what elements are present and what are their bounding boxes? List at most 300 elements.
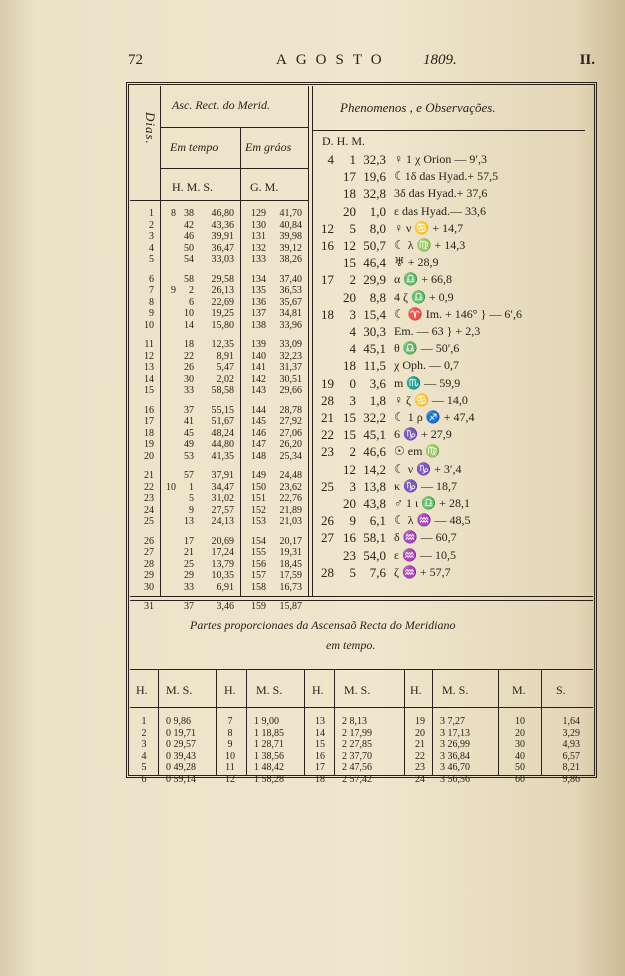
proportional-cell: 10 xyxy=(515,716,525,727)
second-cell: 46,80 xyxy=(211,208,234,219)
proportional-cell: 2 47,56 xyxy=(342,762,372,773)
degree-cell: 157 xyxy=(251,570,266,581)
proportional-cell: 15 xyxy=(315,739,325,750)
phenomenon-text: ☾1δ das Hyad.+ 57,5 xyxy=(394,169,499,184)
day-cell: 20 xyxy=(144,450,154,462)
degree-minute-cell: 34,81 xyxy=(279,308,302,319)
day-cell: 18 xyxy=(144,427,154,439)
page-number: 72 xyxy=(128,52,143,68)
second-cell: 22,69 xyxy=(211,296,234,308)
degree-minute-cell: 30,51 xyxy=(279,373,302,385)
minute-cell: 42 xyxy=(184,219,194,231)
day-cell: 22 xyxy=(144,481,154,493)
proportional-cell: 5 xyxy=(141,762,147,773)
day-cell: 8 xyxy=(149,296,154,308)
proportional-header-cell: M. S. xyxy=(442,683,469,697)
year: 1809. xyxy=(423,52,457,68)
second-cell: 39,91 xyxy=(211,231,234,242)
hms-header: H. M. S. xyxy=(172,180,214,194)
hour-cell: 8 xyxy=(171,208,176,219)
proportional-cell: 1 58,28 xyxy=(254,773,284,785)
phenomenon-time: 46,4 xyxy=(363,255,386,271)
phenomenon-time: 0 xyxy=(349,375,356,391)
day-cell: 30 xyxy=(144,581,154,593)
minutes-seconds-column xyxy=(342,716,392,785)
hour-cell xyxy=(164,308,176,320)
minutes-seconds-column xyxy=(440,716,490,785)
asc-rect-title: Asc. Rect. do Merid. xyxy=(172,98,270,112)
em-tempo-header: Em tempo xyxy=(170,140,219,154)
phenomenon-text: m ♏ — 59,9 xyxy=(394,375,461,390)
hour-cell: 9 xyxy=(171,285,176,296)
day-cell: 24 xyxy=(144,504,154,516)
hour-cell xyxy=(164,451,176,463)
day-cell: 10 xyxy=(144,319,154,331)
phenomenon-time: 1 xyxy=(349,152,356,167)
phenomenon-time: 3,6 xyxy=(369,375,386,391)
proportional-cell: 23 xyxy=(415,762,425,773)
phenomenon-time: 26 xyxy=(321,513,334,529)
minute-cell: 18 xyxy=(184,339,194,350)
minute-cell: 2 xyxy=(189,285,194,296)
phenomena-title: Phenomenos , e Observações. xyxy=(340,100,496,115)
em-graos-header: Em gráos xyxy=(245,140,292,154)
proportional-cell: 2 8,13 xyxy=(342,716,367,727)
minute-cell: 45 xyxy=(184,427,194,439)
second-cell: 31,02 xyxy=(211,493,234,504)
phenomenon-time: 28 xyxy=(321,392,334,408)
phenomenon-time: 29,9 xyxy=(363,272,386,288)
proportional-cell: 22 xyxy=(415,750,425,762)
hour-cell xyxy=(164,559,176,571)
degree-minute-cell: 27,92 xyxy=(279,416,302,427)
degree-cell: 147 xyxy=(251,439,266,450)
day-cell: 3 xyxy=(149,231,154,242)
degree-minute-cell: 39,12 xyxy=(279,242,302,254)
hour-cell xyxy=(164,547,176,559)
proportional-cell: 0 39,43 xyxy=(166,750,196,762)
second-cell: 5,47 xyxy=(216,362,234,373)
day-cell: 1 xyxy=(149,208,154,219)
proportional-title-line1: Partes proporcionaes da Ascensaõ Recta do Meridiano xyxy=(190,618,456,632)
hours-column xyxy=(136,716,152,785)
second-cell: 58,58 xyxy=(211,385,234,396)
day-cell: 23 xyxy=(144,493,154,504)
dhm-header: D. H. M. xyxy=(322,134,366,148)
phenomenon-text: ☾ 1 ρ ♐ + 47,4 xyxy=(394,410,475,424)
proportional-header-cell: M. S. xyxy=(344,683,371,697)
second-cell: 6,91 xyxy=(216,581,234,593)
phenomenon-text: 4 ζ ♎ + 0,9 xyxy=(394,289,454,304)
phenomenon-time: 3 xyxy=(349,392,356,408)
minute-cell: 46 xyxy=(184,231,194,242)
minutes-seconds-column xyxy=(254,716,304,785)
degree-minute-cell: 25,34 xyxy=(279,450,302,462)
degree-minute-cell: 36,53 xyxy=(279,285,302,296)
degree-cell: 133 xyxy=(251,254,266,265)
minutes-seconds-column xyxy=(166,716,216,785)
hour-cell xyxy=(164,274,176,286)
phenomenon-time: 15,4 xyxy=(363,306,386,322)
degree-minute-cell: 21,89 xyxy=(279,504,302,516)
phenomenon-time: 12 xyxy=(343,238,356,253)
second-cell: 29,58 xyxy=(211,273,234,285)
degree-cell: 153 xyxy=(251,516,266,527)
phenomenon-time: 43,8 xyxy=(363,496,386,511)
phenomenon-time: 22 xyxy=(321,427,334,443)
second-cell: 37,91 xyxy=(211,470,234,481)
hour-cell: 10 xyxy=(166,481,176,493)
degree-cell: 155 xyxy=(251,547,266,558)
phenomenon-time: 4 xyxy=(327,152,334,167)
proportional-cell: 17 xyxy=(315,762,325,773)
second-cell: 51,67 xyxy=(211,416,234,427)
proportional-cell: 30 xyxy=(515,739,525,750)
minute-cell: 38 xyxy=(184,208,194,219)
degree-cell: 149 xyxy=(251,470,266,481)
day-cell: 2 xyxy=(149,219,154,231)
proportional-cell: 0 19,71 xyxy=(166,727,196,739)
degree-minute-cell: 24,48 xyxy=(279,470,302,481)
phenomenon-time: 2 xyxy=(349,272,356,288)
proportional-cell: 1 28,71 xyxy=(254,739,284,750)
proportional-cell: 1 xyxy=(141,716,147,727)
phenomenon-time: 19 xyxy=(321,375,334,391)
hour-cell xyxy=(164,405,176,417)
day-cell: 16 xyxy=(144,404,154,416)
proportional-header-cell: H. xyxy=(312,683,324,697)
phenomenon-time: 28 xyxy=(321,564,334,580)
proportional-cell: 20 xyxy=(415,727,425,739)
minute-cell: 29 xyxy=(184,570,194,581)
phenomenon-text: ζ ♒ + 57,7 xyxy=(394,564,451,579)
hour-cell xyxy=(164,220,176,232)
degree-minute-cell: 27,06 xyxy=(279,427,302,439)
minute-cell: 5 xyxy=(189,493,194,504)
proportional-cell: 4 xyxy=(141,750,147,762)
hours-column xyxy=(412,716,428,785)
phenomenon-time: 50,7 xyxy=(363,238,386,253)
proportional-cell: 3 7,27 xyxy=(440,716,465,727)
phenomenon-time: 13,8 xyxy=(363,478,386,494)
hour-cell xyxy=(164,601,176,613)
minute-cell: 37 xyxy=(184,404,194,416)
hour-cell xyxy=(164,374,176,386)
proportional-cell: 3 56,56 xyxy=(440,773,470,785)
degree-minute-cell: 33,09 xyxy=(279,339,302,350)
degrees-column xyxy=(244,208,266,613)
proportional-cell: 6,57 xyxy=(562,750,580,762)
degree-cell: 152 xyxy=(251,504,266,516)
day-cell: 4 xyxy=(149,242,154,254)
second-cell: 15,80 xyxy=(211,319,234,331)
phenomenon-time: 32,2 xyxy=(363,410,386,425)
phenomenon-time: 21 xyxy=(321,410,334,425)
minute-cell: 58 xyxy=(184,273,194,285)
proportional-cell: 4,93 xyxy=(562,739,580,750)
degree-minute-cell: 19,31 xyxy=(279,547,302,558)
degree-cell: 154 xyxy=(251,535,266,547)
phenomenon-time: 18 xyxy=(343,186,356,202)
day-cell: 28 xyxy=(144,558,154,570)
degree-minute-cell: 15,87 xyxy=(279,601,302,612)
phenomenon-time: 6,1 xyxy=(369,513,386,529)
second-cell: 34,47 xyxy=(211,481,234,493)
proportional-cell: 3 46,70 xyxy=(440,762,470,773)
phenomenon-time: 11,5 xyxy=(363,358,386,374)
hours-column xyxy=(222,716,238,785)
phenomenon-time: 12 xyxy=(321,220,334,236)
degree-cell: 136 xyxy=(251,296,266,308)
degree-cell: 130 xyxy=(251,219,266,231)
phenomenon-time: 23 xyxy=(343,547,356,563)
phenomenon-text: Em. — 63 } + 2,3 xyxy=(394,324,481,338)
phenomenon-time: 8,8 xyxy=(369,289,386,305)
proportional-cell: 12 xyxy=(225,773,235,785)
minute-cell: 37 xyxy=(184,601,194,612)
degree-minute-cell: 41,70 xyxy=(279,208,302,219)
second-cell: 2,02 xyxy=(216,373,234,385)
proportional-cell: 2 27,85 xyxy=(342,739,372,750)
phenomenon-text: κ ♑ — 18,7 xyxy=(394,478,457,493)
minute-cell: 21 xyxy=(184,547,194,558)
phenomenon-text: χ Oph. — 0,7 xyxy=(394,358,459,373)
degree-cell: 138 xyxy=(251,319,266,331)
minute-cell: 33 xyxy=(184,385,194,396)
degree-minute-cell: 22,76 xyxy=(279,493,302,504)
phenomenon-time: 45,1 xyxy=(363,427,386,443)
phenomenon-time: 20 xyxy=(343,496,356,511)
degree-cell: 131 xyxy=(251,231,266,242)
phenomenon-time: 16 xyxy=(321,238,334,253)
day-cell: 14 xyxy=(144,373,154,385)
proportional-header-cell: S. xyxy=(556,683,566,697)
degree-cell: 141 xyxy=(251,362,266,373)
proportional-cell: 19 xyxy=(415,716,425,727)
hour-cell xyxy=(164,297,176,309)
phenomenon-text: θ ♎ — 50′,6 xyxy=(394,341,460,356)
phenomenon-text: ☾ ♈ Im. + 146° } — 6′,6 xyxy=(394,306,522,321)
degree-cell: 159 xyxy=(251,601,266,612)
proportional-cell: 50 xyxy=(515,762,525,773)
day-cell: 27 xyxy=(144,547,154,558)
phenomenon-time: 17 xyxy=(321,272,334,288)
proportional-cell: 3 26,99 xyxy=(440,739,470,750)
degree-cell: 146 xyxy=(251,427,266,439)
phenomenon-text: ♂ 1 ι ♎ + 28,1 xyxy=(394,496,470,510)
proportional-cell: 2 17,99 xyxy=(342,727,372,739)
day-cell: 26 xyxy=(144,535,154,547)
degree-cell: 156 xyxy=(251,558,266,570)
degree-minute-cell: 29,66 xyxy=(279,385,302,396)
hour-cell xyxy=(164,320,176,332)
proportional-cell: 0 49,28 xyxy=(166,762,196,773)
proportional-cell: 1 9,00 xyxy=(254,716,279,727)
minute-cell: 14 xyxy=(184,319,194,331)
proportional-cell: 0 59,14 xyxy=(166,773,196,785)
second-cell: 20,69 xyxy=(211,535,234,547)
proportional-cell: 1,64 xyxy=(562,716,580,727)
phenomenon-time: 20 xyxy=(343,289,356,305)
phenomenon-time: 32,3 xyxy=(363,152,386,167)
proportional-cell: 24 xyxy=(415,773,425,785)
month-title: AGOSTO xyxy=(276,52,391,68)
hour-cell xyxy=(164,351,176,363)
proportional-cell: 3 xyxy=(141,739,147,750)
minute-cell: 57 xyxy=(184,470,194,481)
phenomenon-text: ♀ ζ ♋ — 14,0 xyxy=(394,392,468,407)
proportional-cell: 1 38,56 xyxy=(254,750,284,762)
hour-cell xyxy=(164,505,176,517)
phenomenon-time: 3 xyxy=(349,306,356,322)
minute-cell: 41 xyxy=(184,416,194,427)
phenomenon-time: 14,2 xyxy=(363,461,386,477)
degree-cell: 142 xyxy=(251,373,266,385)
phenomenon-time: 12 xyxy=(343,461,356,477)
minute-cell: 25 xyxy=(184,558,194,570)
proportional-header-cell: H. xyxy=(136,683,148,697)
hour-cell xyxy=(164,254,176,266)
day-cell: 29 xyxy=(144,570,154,581)
phenomenon-text: δ ♒ — 60,7 xyxy=(394,530,457,545)
degree-minute-cell: 40,84 xyxy=(279,219,302,231)
degree-cell: 158 xyxy=(251,581,266,593)
phenomenon-time: 17 xyxy=(343,169,356,185)
degree-minute-cell: 18,45 xyxy=(279,558,302,570)
hour-cell xyxy=(164,231,176,243)
second-cell: 48,24 xyxy=(211,427,234,439)
minute-cell: 53 xyxy=(184,450,194,462)
phenomenon-text: ε ♒ — 10,5 xyxy=(394,547,456,562)
phenomenon-time: 5 xyxy=(349,564,356,580)
second-cell: 43,36 xyxy=(211,219,234,231)
day-cell: 11 xyxy=(144,339,154,350)
phenomenon-time: 54,0 xyxy=(363,547,386,563)
phenomenon-text: ♅ + 28,9 xyxy=(394,255,439,270)
day-cell: 31 xyxy=(144,601,154,612)
proportional-cell: 8 xyxy=(227,727,233,739)
minute-cell: 6 xyxy=(189,296,194,308)
proportional-cell: 2 37,70 xyxy=(342,750,372,762)
degree-minute-cell: 32,23 xyxy=(279,350,302,362)
hour-cell xyxy=(164,536,176,548)
minutes-column xyxy=(176,208,194,613)
degree-cell: 151 xyxy=(251,493,266,504)
second-cell: 33,03 xyxy=(211,254,234,265)
minute-cell: 33 xyxy=(184,581,194,593)
degree-minute-cell: 20,17 xyxy=(279,535,302,547)
degree-cell: 150 xyxy=(251,481,266,493)
phenomenon-time: 19,6 xyxy=(363,169,386,185)
hour-cell xyxy=(164,493,176,505)
proportional-cell: 9,86 xyxy=(562,773,580,785)
day-cell: 12 xyxy=(144,350,154,362)
degree-minute-cell: 39,98 xyxy=(279,231,302,242)
phenomenon-time: 8,0 xyxy=(369,220,386,236)
phenomenon-text: ☉ em ♍ xyxy=(394,444,441,459)
phenomenon-time: 45,1 xyxy=(363,341,386,357)
phenomenon-time: 32,8 xyxy=(363,186,386,202)
proportional-cell: 1 18,85 xyxy=(254,727,284,739)
degree-minute-cell: 26,20 xyxy=(279,439,302,450)
phenomenon-time: 58,1 xyxy=(363,530,386,546)
day-cell: 7 xyxy=(149,285,154,296)
second-cell: 12,35 xyxy=(211,339,234,350)
phenomenon-time: 15 xyxy=(343,427,356,443)
proportional-header-cell: M. S. xyxy=(166,683,193,697)
day-cell: 9 xyxy=(149,308,154,319)
proportional-cell: 2 57,42 xyxy=(342,773,372,785)
phenomenon-time: 16 xyxy=(343,530,356,546)
phenomenon-time: 27 xyxy=(321,530,334,546)
hours-column xyxy=(164,208,176,613)
phenomenon-time: 1,0 xyxy=(369,203,386,219)
dias-label: Dias. xyxy=(143,112,158,145)
phenomenon-time: 23 xyxy=(321,444,334,460)
proportional-cell: 21 xyxy=(415,739,425,750)
proportional-cell: 0 9,86 xyxy=(166,716,191,727)
degree-minute-cell: 37,40 xyxy=(279,273,302,285)
day-cell: 21 xyxy=(144,470,154,481)
gm-header: G. M. xyxy=(250,180,279,194)
second-cell: 27,57 xyxy=(211,504,234,516)
second-cell: 26,13 xyxy=(211,285,234,296)
section-number: II. xyxy=(579,52,595,68)
phenomenon-time: 9 xyxy=(349,513,356,529)
minute-cell: 50 xyxy=(184,242,194,254)
proportional-cell: 11 xyxy=(225,762,235,773)
day-cell: 5 xyxy=(149,254,154,265)
phenomenon-text: ☾ ν ♑ + 3′,4 xyxy=(394,461,462,476)
proportional-cell: 2 xyxy=(141,727,147,739)
degree-cell: 135 xyxy=(251,285,266,296)
proportional-cell: 3 17,13 xyxy=(440,727,470,739)
degree-cell: 132 xyxy=(251,242,266,254)
proportional-cell: 40 xyxy=(515,750,525,762)
proportional-cell: 1 48,42 xyxy=(254,762,284,773)
degree-cell: 140 xyxy=(251,350,266,362)
hour-cell xyxy=(164,570,176,582)
second-cell: 19,25 xyxy=(211,308,234,319)
proportional-cell: 3 36,84 xyxy=(440,750,470,762)
second-cell: 8,91 xyxy=(216,350,234,362)
second-cell: 3,46 xyxy=(216,601,234,612)
degree-minute-cell: 23,62 xyxy=(279,481,302,493)
proportional-header-cell: H. xyxy=(224,683,236,697)
phenomenon-time: 4 xyxy=(349,341,356,357)
phenomenon-time: 18 xyxy=(343,358,356,374)
day-cell: 13 xyxy=(144,362,154,373)
degree-cell: 145 xyxy=(251,416,266,427)
proportional-cell: 9 xyxy=(227,739,233,750)
phenomenon-text: ☾ λ ♍ + 14,3 xyxy=(394,238,466,252)
proportional-cell: 7 xyxy=(227,716,233,727)
minute-cell: 30 xyxy=(184,373,194,385)
hour-cell xyxy=(164,362,176,374)
proportional-header-cell: H. xyxy=(410,683,422,697)
degree-cell: 137 xyxy=(251,308,266,319)
hour-cell xyxy=(164,416,176,428)
degree-cell: 144 xyxy=(251,404,266,416)
minute-cell: 17 xyxy=(184,535,194,547)
phenomenon-time: 30,3 xyxy=(363,324,386,339)
phenomenon-text: ☾ λ ♒ — 48,5 xyxy=(394,513,471,528)
phenomenon-time: 7,6 xyxy=(369,564,386,580)
second-cell: 24,13 xyxy=(211,516,234,527)
proportional-cell: 8,21 xyxy=(562,762,580,773)
phenomenon-time: 3 xyxy=(349,478,356,494)
phenomenon-time: 4 xyxy=(349,324,356,339)
